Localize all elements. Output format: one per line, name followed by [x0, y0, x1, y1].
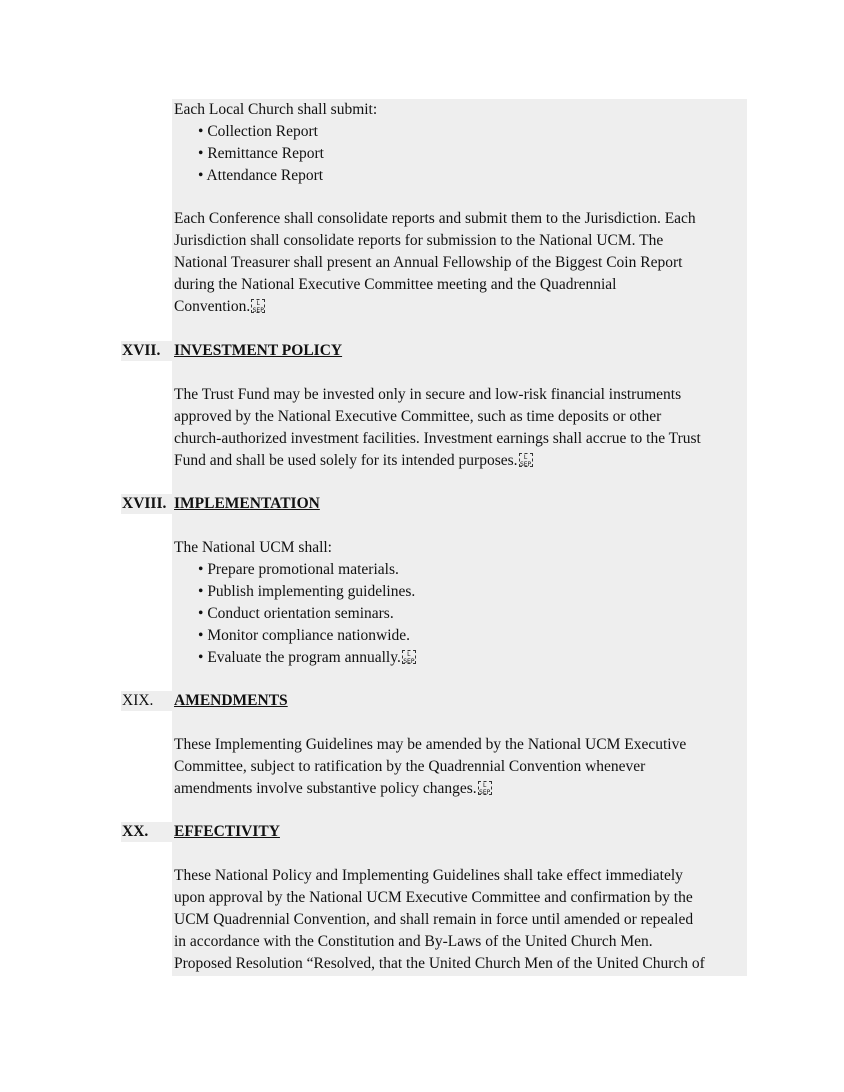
- sep-glyph: L SEP: [403, 651, 415, 665]
- section-number: XVII.: [122, 342, 161, 359]
- intro-lead: Each Local Church shall submit:: [174, 101, 378, 118]
- section-number: XIX.: [122, 692, 154, 709]
- section-title: INVESTMENT POLICY: [174, 342, 343, 359]
- section-title: EFFECTIVITY: [174, 823, 280, 840]
- paragraph-line: Convention. L SEP: [174, 298, 264, 315]
- paragraph-line: National Treasurer shall present an Annual Fellowship of the Biggest Coin Report: [174, 254, 683, 271]
- paragraph-line: These National Policy and Implementing Guidelines shall take effect immediately: [174, 867, 683, 884]
- paragraph-line: Committee, subject to ratification by the Quadrennial Convention whenever: [174, 758, 646, 775]
- list-item: • Remittance Report: [198, 145, 324, 162]
- paragraph-line: The Trust Fund may be invested only in secure and low-risk financial instruments: [174, 386, 682, 403]
- paragraph-line: in accordance with the Constitution and By-Laws of the United Church Men.: [174, 933, 653, 950]
- paragraph-line: amendments involve substantive policy changes. L SEP: [174, 780, 491, 797]
- section-lead: The National UCM shall:: [174, 539, 332, 556]
- list-item: • Collection Report: [198, 123, 318, 140]
- paragraph-line: upon approval by the National UCM Executive Committee and confirmation by the: [174, 889, 693, 906]
- section-number: XX.: [122, 823, 149, 840]
- list-item: • Evaluate the program annually. L SEP: [198, 649, 415, 666]
- paragraph-line: These Implementing Guidelines may be amended by the National UCM Executive: [174, 736, 687, 753]
- list-item: • Prepare promotional materials.: [198, 561, 399, 578]
- paragraph-line: Jurisdiction shall consolidate reports for submission to the National UCM. The: [174, 232, 664, 249]
- list-item: • Publish implementing guidelines.: [198, 583, 416, 600]
- paragraph-line: Each Conference shall consolidate reports and submit them to the Jurisdiction. Each: [174, 210, 696, 227]
- sep-glyph: L SEP: [252, 300, 264, 314]
- list-item: • Attendance Report: [198, 167, 324, 184]
- section-title: IMPLEMENTATION: [174, 495, 320, 512]
- section-title: AMENDMENTS: [174, 692, 288, 709]
- paragraph-line: during the National Executive Committee meeting and the Quadrennial: [174, 276, 617, 293]
- sep-glyph: L SEP: [519, 454, 532, 468]
- paragraph-line: Proposed Resolution “Resolved, that the United Church Men of the United Church of: [174, 955, 705, 972]
- list-item: • Monitor compliance nationwide.: [198, 627, 411, 644]
- paragraph-line: Fund and shall be used solely for its intended purposes. L SEP: [174, 452, 532, 469]
- paragraph-line: approved by the National Executive Committee, such as time deposits or other: [174, 408, 662, 425]
- paragraph-line: church-authorized investment facilities. Investment earnings shall accrue to the Trust: [174, 430, 701, 447]
- list-item: • Conduct orientation seminars.: [198, 605, 394, 622]
- sep-glyph: L SEP: [479, 782, 491, 796]
- section-number: XVIII.: [122, 495, 167, 512]
- paragraph-line: UCM Quadrennial Convention, and shall remain in force until amended or repealed: [174, 911, 694, 928]
